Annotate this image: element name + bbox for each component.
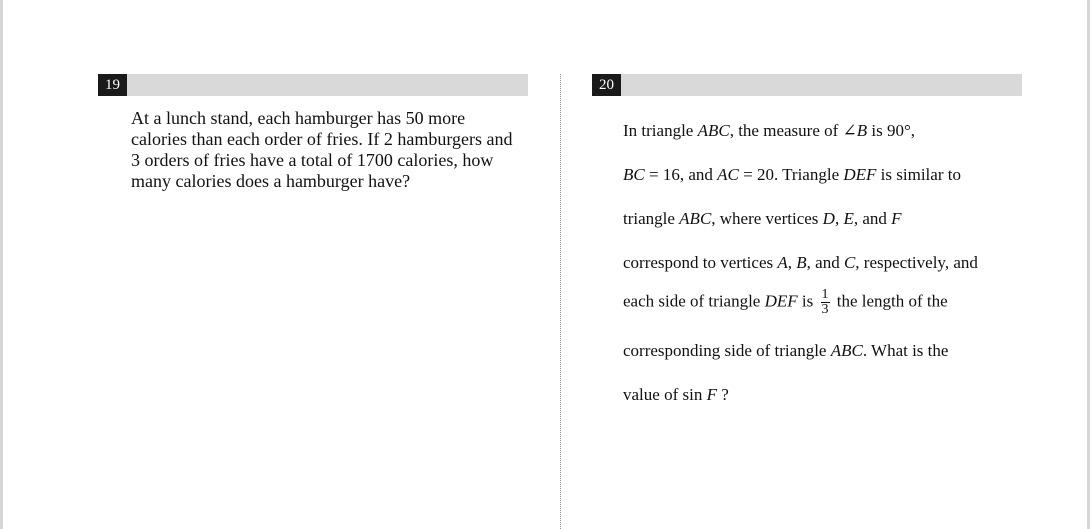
question-20-line-2 bbox=[623, 165, 961, 185]
math-var: F bbox=[706, 385, 717, 404]
question-19-line-3: 3 orders of fries have a total of 1700 calories, how bbox=[131, 150, 494, 170]
math-var: DEF bbox=[764, 291, 798, 311]
text-segment: correspond to vertices bbox=[623, 253, 778, 272]
math-var: DEF bbox=[843, 165, 877, 184]
question-20-line-3 bbox=[623, 209, 902, 229]
math-var: AC bbox=[717, 165, 739, 184]
math-var: A bbox=[777, 253, 788, 272]
question-20-line-4 bbox=[623, 253, 978, 273]
question-20-line-1 bbox=[623, 121, 915, 141]
question-20-line-5 bbox=[623, 288, 948, 317]
text-segment: = 20. Triangle bbox=[738, 165, 844, 184]
question-19-text bbox=[131, 108, 541, 192]
math-var: ABC bbox=[697, 121, 730, 140]
text-segment: , where vertices bbox=[711, 209, 823, 228]
text-segment: is similar to bbox=[876, 165, 961, 184]
question-19-line-1: At a lunch stand, each hamburger has 50 more bbox=[131, 108, 466, 128]
question-19-number: 19 bbox=[98, 74, 127, 96]
text-segment: triangle bbox=[623, 209, 680, 228]
math-var: BC bbox=[623, 165, 645, 184]
math-var: E bbox=[843, 209, 854, 228]
text-segment: the length of the bbox=[832, 291, 948, 311]
text-segment: is bbox=[797, 291, 818, 311]
question-19-header bbox=[98, 74, 528, 96]
math-var: C bbox=[843, 253, 856, 272]
text-segment: , and bbox=[853, 209, 892, 228]
text-segment: , respectively, and bbox=[855, 253, 978, 272]
question-19-line-4: many calories does a hamburger have? bbox=[131, 171, 411, 191]
math-var: ABC bbox=[830, 341, 863, 360]
math-var: ∠B bbox=[842, 121, 868, 140]
math-var: B bbox=[796, 253, 807, 272]
text-segment: each side of triangle bbox=[623, 291, 765, 311]
text-segment: ? bbox=[716, 385, 729, 404]
text-segment: In triangle bbox=[623, 121, 698, 140]
fraction-denominator: 3 bbox=[821, 302, 829, 317]
text-segment: , bbox=[834, 209, 844, 228]
text-segment: = 16, and bbox=[644, 165, 718, 184]
question-20-line-6 bbox=[623, 341, 948, 361]
question-20-header bbox=[592, 74, 1022, 96]
text-segment: , and bbox=[806, 253, 844, 272]
question-19-line-2: calories than each order of fries. If 2 hamburgers and bbox=[131, 129, 513, 149]
question-20-line-7 bbox=[623, 385, 729, 405]
text-segment: , the measure of bbox=[729, 121, 843, 140]
fraction bbox=[821, 288, 830, 317]
text-segment: value of sin bbox=[623, 385, 707, 404]
column-divider bbox=[560, 74, 561, 529]
question-20-number: 20 bbox=[592, 74, 621, 96]
fraction-numerator: 1 bbox=[821, 287, 829, 302]
math-var: ABC bbox=[679, 209, 712, 228]
text-segment: , bbox=[787, 253, 797, 272]
math-var: F bbox=[891, 209, 902, 228]
text-segment: corresponding side of triangle bbox=[623, 341, 831, 360]
math-var: D bbox=[822, 209, 835, 228]
text-segment: is 90°, bbox=[867, 121, 916, 140]
text-segment: . What is the bbox=[862, 341, 949, 360]
